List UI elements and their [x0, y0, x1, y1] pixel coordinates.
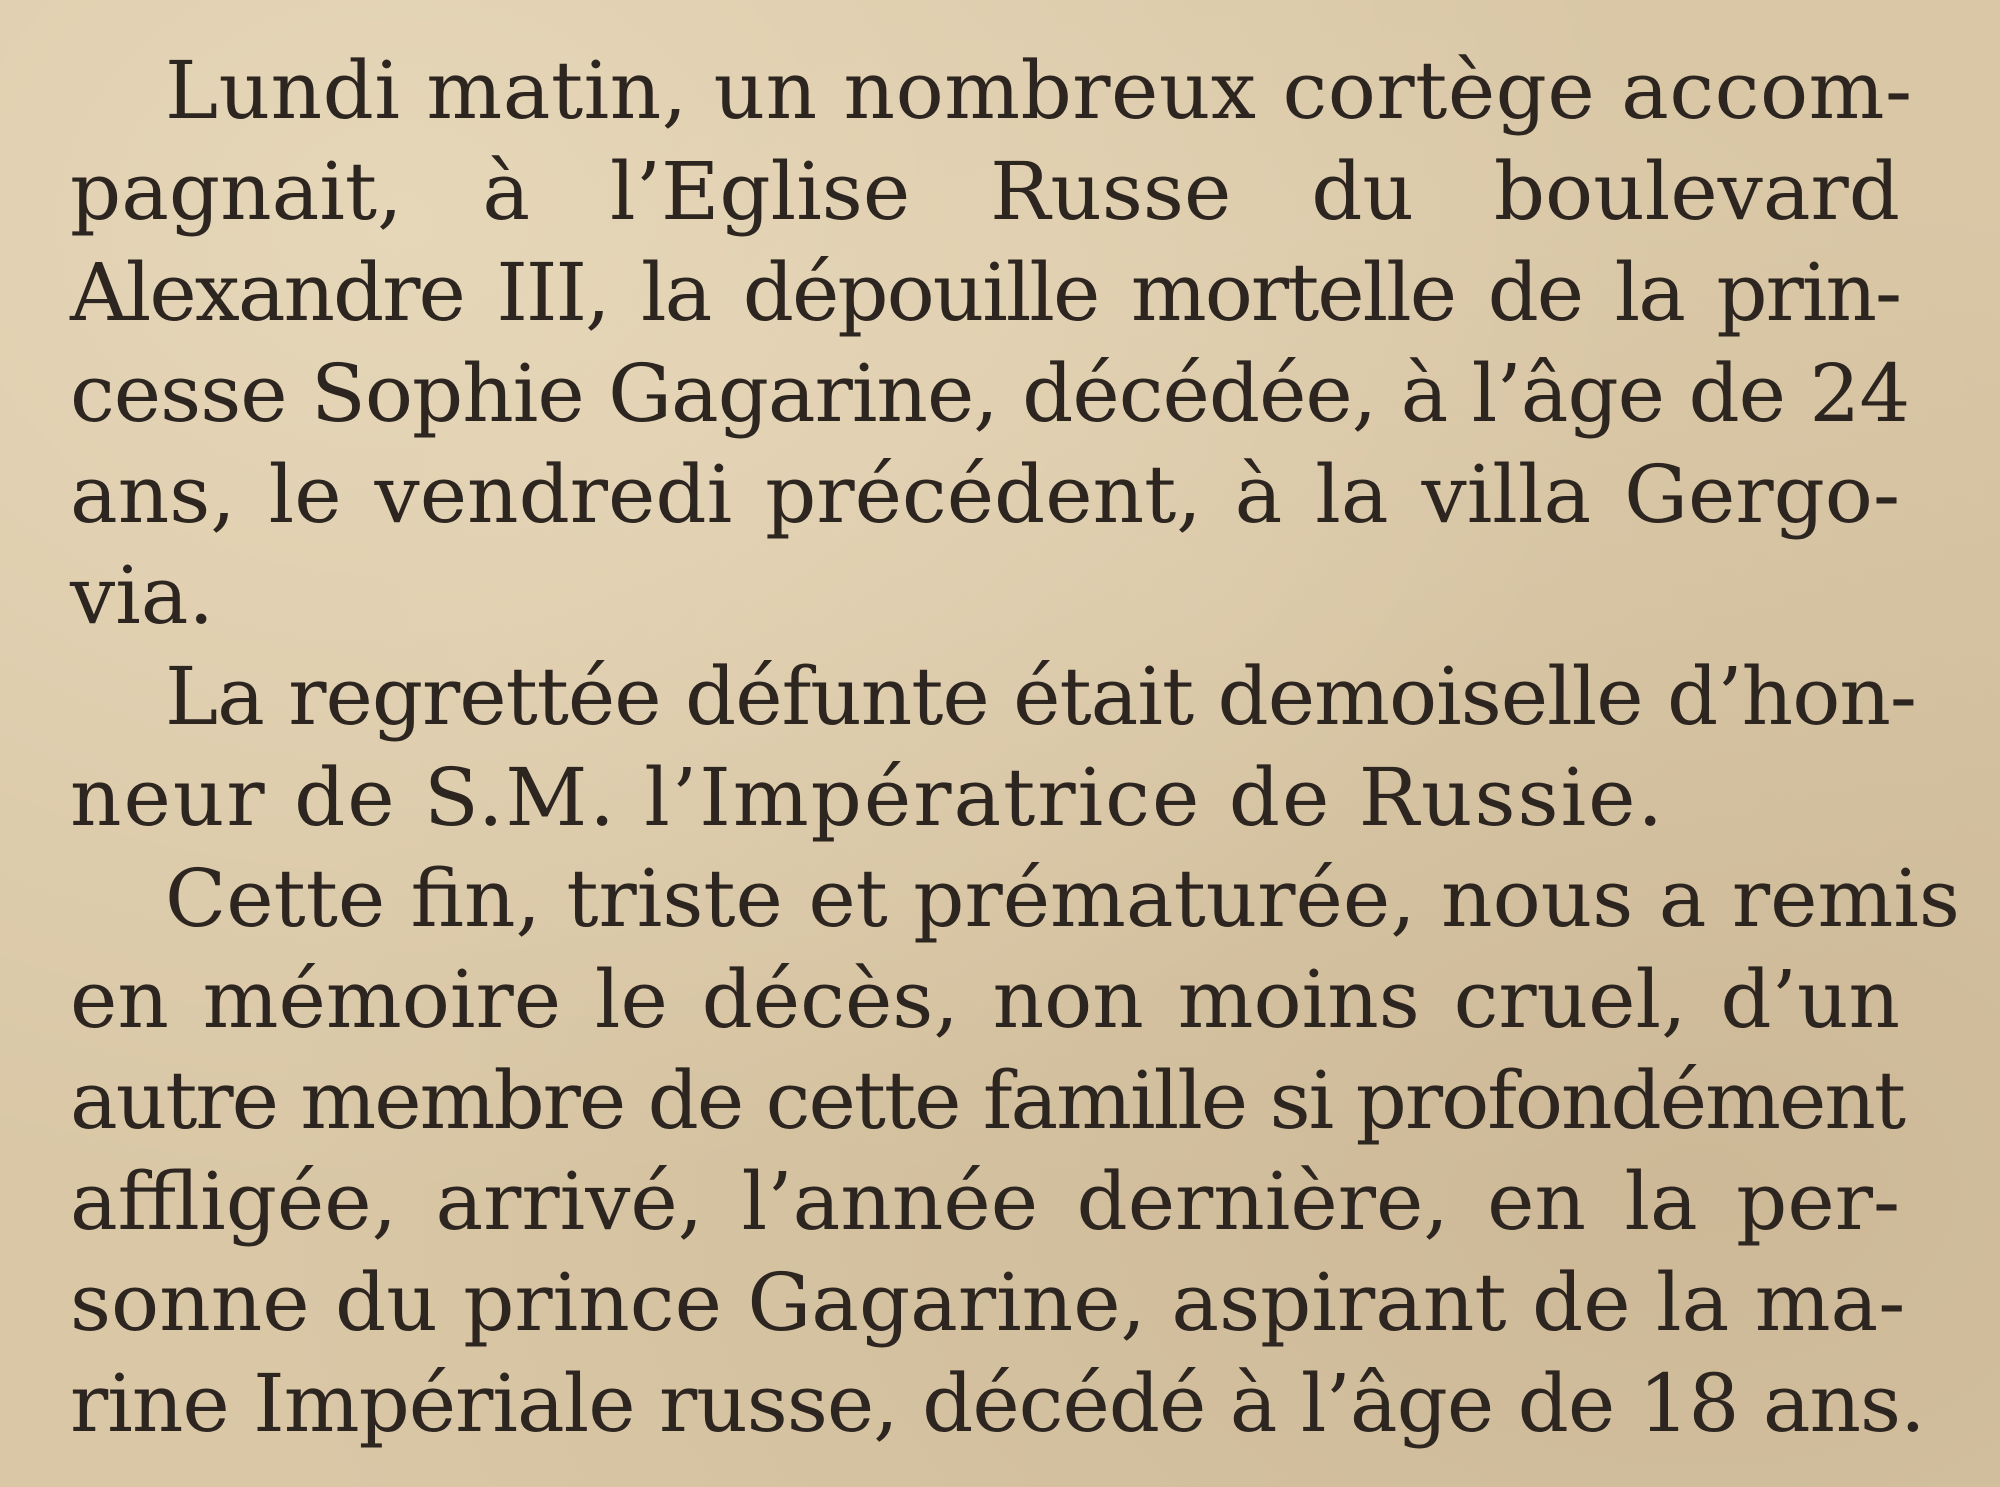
text-line: cesse Sophie Gagarine, décédée, à l’âge de 24: [70, 347, 1910, 440]
text-line: Alexandre III, la dépouille mortelle de la prin-: [70, 246, 1900, 339]
text-line: neur de S.M. l’Impératrice de Russie.: [70, 751, 1665, 844]
text-line: Cette fin, triste et prématurée, nous a remis: [165, 852, 1960, 945]
text-line: affligée, arrivé, l’année dernière, en la per-: [70, 1155, 1900, 1248]
text-line: La regrettée défunte était demoiselle d’hon-: [165, 650, 1916, 743]
text-line: sonne du prince Gagarine, aspirant de la ma-: [70, 1256, 1906, 1349]
text-line: Lundi matin, un nombreux cortège accom-: [165, 44, 1913, 137]
text-line: en mémoire le décès, non moins cruel, d’un: [70, 953, 1900, 1046]
paragraph-memory: [70, 848, 1960, 1454]
text-line: rine Impériale russe, décédé à l’âge de 18 ans.: [70, 1357, 1925, 1450]
article-column: [70, 40, 1960, 1454]
paragraph-honour: [70, 646, 1916, 848]
text-line: via.: [70, 549, 214, 642]
text-line: ans, le vendredi précédent, à la villa Gergo-: [70, 448, 1900, 541]
text-line: pagnait, à l’Eglise Russe du boulevard: [70, 145, 1900, 238]
text-line: autre membre de cette famille si profondément: [70, 1054, 1904, 1147]
paragraph-funeral: [70, 40, 1913, 646]
